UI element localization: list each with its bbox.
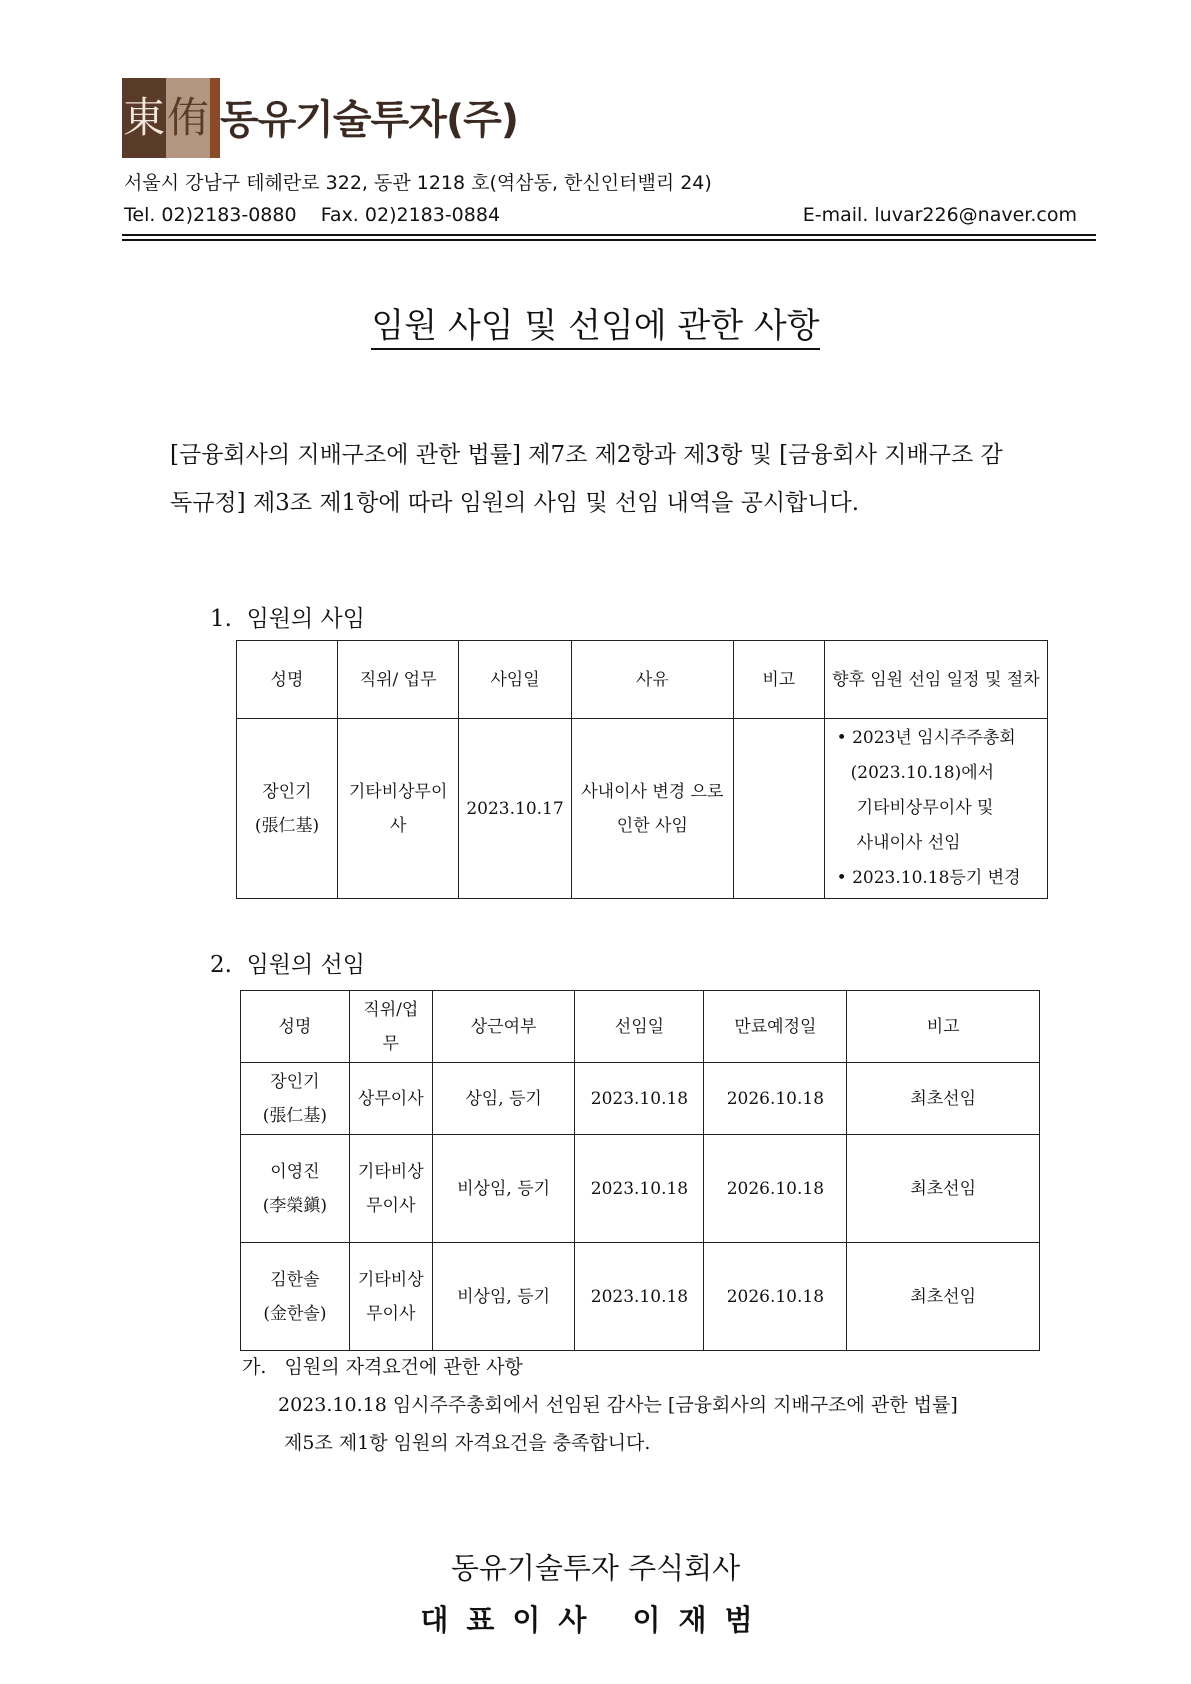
letterhead-company-name: 동유기술투자(주)	[220, 97, 519, 143]
cell-name	[241, 1243, 350, 1351]
cell-note: 최초선임	[847, 1135, 1040, 1243]
section-1-heading: 1. 임원의 사임	[210, 606, 365, 632]
cell-start: 2023.10.18	[575, 1063, 704, 1135]
cell-start: 2023.10.18	[575, 1135, 704, 1243]
cell-status: 비상임, 등기	[432, 1243, 575, 1351]
header-schedule: 향후 임원 선임 일정 및 절차	[824, 641, 1047, 719]
cell-position: 기타비상무이사	[349, 1243, 432, 1351]
name-text: 장인기	[262, 781, 312, 802]
logo-glyph-1: 東	[122, 93, 165, 142]
header-name: 성명	[237, 641, 338, 719]
name-text: 이영진	[270, 1161, 320, 1182]
appointment-table	[240, 990, 1040, 1351]
table-row	[241, 1135, 1040, 1243]
header-status: 상근여부	[432, 991, 575, 1063]
header-resign-date: 사임일	[459, 641, 572, 719]
cell-name	[237, 719, 338, 899]
cell-status: 상임, 등기	[432, 1063, 575, 1135]
cell-status: 비상임, 등기	[432, 1135, 575, 1243]
logo-block-3	[210, 78, 220, 158]
cell-end: 2026.10.18	[704, 1063, 847, 1135]
name-hanja: (李榮鎭)	[262, 1195, 328, 1216]
cell-end: 2026.10.18	[704, 1135, 847, 1243]
cell-note: 최초선임	[847, 1063, 1040, 1135]
section-2-heading: 2. 임원의 선임	[210, 952, 365, 978]
header-start: 선임일	[575, 991, 704, 1063]
name-hanja: (金한솔)	[263, 1303, 327, 1324]
qualification-line-1: 2023.10.18 임시주주총회에서 선임된 감사는 [금융회사의 지배구조에 관한 법률]	[278, 1394, 958, 1416]
table-header-row	[237, 641, 1048, 719]
intro-line-1: [금융회사의 지배구조에 관한 법률] 제7조 제2항과 제3항 및 [금융회사 지배구조 감	[170, 442, 1003, 468]
table-header-row	[241, 991, 1040, 1063]
qualification-heading: 가. 임원의 자격요건에 관한 사항	[242, 1356, 523, 1378]
letterhead-rule-top	[122, 234, 1096, 236]
header-reason: 사유	[571, 641, 733, 719]
logo-glyph-2: 侑	[166, 93, 209, 142]
qualification-line-2: 제5조 제1항 임원의 자격요건을 충족합니다.	[284, 1432, 651, 1454]
cell-position: 기타비상무이사	[337, 719, 458, 899]
cell-end: 2026.10.18	[704, 1243, 847, 1351]
table-row	[241, 1243, 1040, 1351]
name-text: 장인기	[270, 1071, 320, 1092]
letterhead-address: 서울시 강남구 테헤란로 322, 동관 1218 호(역삼동, 한신인터밸리 24)	[124, 172, 712, 194]
name-text: 김한솔	[270, 1269, 320, 1290]
cell-reason: 사내이사 변경 으로 인한 사임	[571, 719, 733, 899]
schedule-line: • 2023.10.18등기 변경	[836, 868, 1021, 888]
cell-note	[733, 719, 824, 899]
header-end: 만료예정일	[704, 991, 847, 1063]
cell-position: 기타비상무이사	[349, 1135, 432, 1243]
header-position: 직위/업무	[349, 991, 432, 1063]
table-row	[237, 719, 1048, 899]
resignation-table	[236, 640, 1048, 899]
logo-block-2	[166, 78, 210, 158]
header-position: 직위/ 업무	[337, 641, 458, 719]
logo-block-1	[122, 78, 166, 158]
cell-name	[241, 1063, 350, 1135]
cell-date: 2023.10.17	[459, 719, 572, 899]
cell-start: 2023.10.18	[575, 1243, 704, 1351]
schedule-line: • 2023년 임시주주총회	[836, 728, 1016, 748]
name-hanja: (張仁基)	[262, 1105, 328, 1126]
footer-company: 동유기술투자 주식회사	[450, 1551, 741, 1585]
footer-ceo: 대표이사 이재범	[420, 1603, 771, 1637]
letterhead-email: E-mail. luvar226@naver.com	[802, 204, 1077, 226]
cell-position: 상무이사	[349, 1063, 432, 1135]
cell-name	[241, 1135, 350, 1243]
letterhead-tel-fax: Tel. 02)2183-0880 Fax. 02)2183-0884	[124, 204, 501, 226]
intro-line-2: 독규정] 제3조 제1항에 따라 임원의 사임 및 선임 내역을 공시합니다.	[170, 490, 860, 516]
cell-note: 최초선임	[847, 1243, 1040, 1351]
header-note: 비고	[733, 641, 824, 719]
cell-schedule	[824, 719, 1047, 899]
document-title-text: 임원 사임 및 선임에 관한 사항	[371, 306, 819, 350]
schedule-line: (2023.10.18)에서	[850, 763, 995, 783]
schedule-line: 기타비상무이사 및	[856, 798, 994, 818]
header-note: 비고	[847, 991, 1040, 1063]
document-title	[0, 298, 1191, 347]
schedule-line: 사내이사 선임	[856, 833, 961, 853]
header-name: 성명	[241, 991, 350, 1063]
name-hanja: (張仁基)	[254, 815, 320, 836]
letterhead-rule-bottom	[122, 239, 1096, 241]
table-row	[241, 1063, 1040, 1135]
